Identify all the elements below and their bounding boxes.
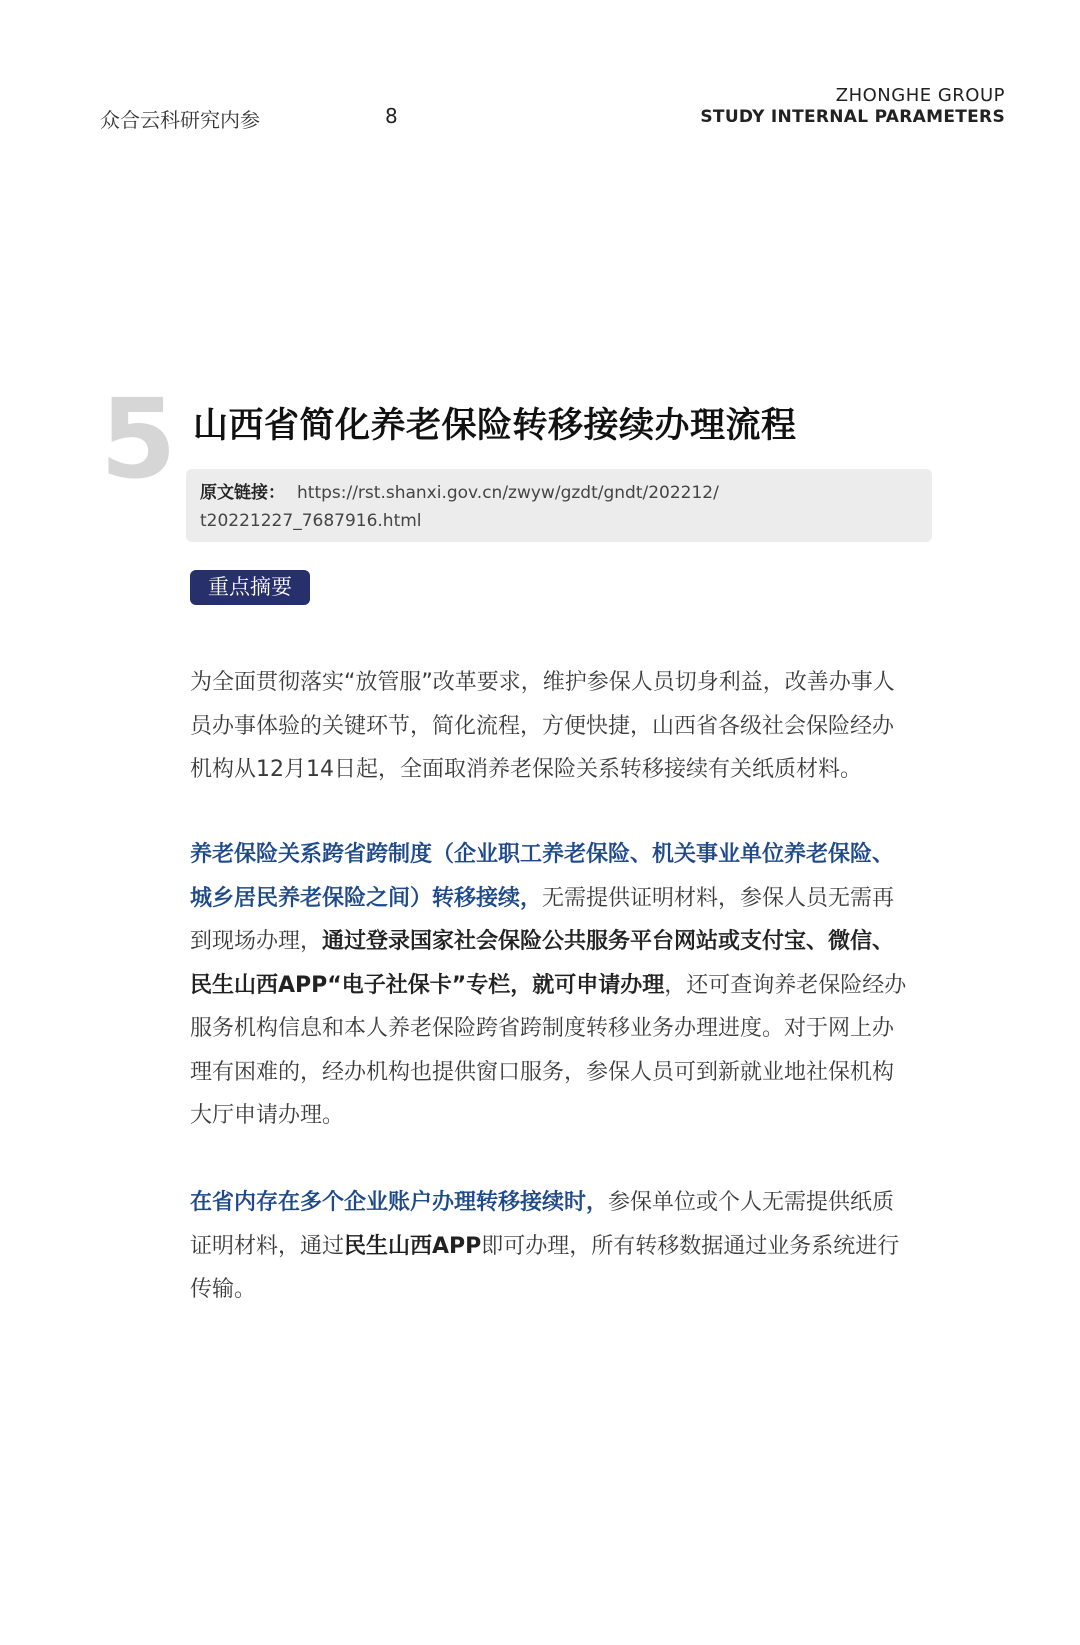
p2-highlight-2: 城乡居民养老保险之间）转移接续， (190, 885, 543, 911)
paragraph-intro (190, 661, 960, 792)
p2-text-4: ，还可查询养老保险经办 (664, 972, 907, 998)
p3-line-3: 传输。 (190, 1277, 257, 1302)
p2-highlight-1: 养老保险关系跨省跨制度（企业职工养老保险、机关事业单位养老保险、 (190, 842, 895, 867)
source-link-box (186, 469, 932, 542)
p2-line-5: 服务机构信息和本人养老保险跨省跨制度转移业务办理进度。对于网上办 (190, 1016, 895, 1041)
brand-block (700, 85, 1005, 127)
p1-line-2: 员办事体验的关键环节，简化流程，方便快捷，山西省各级社会保险经办 (190, 713, 895, 739)
summary-tag: 重点摘要 (190, 570, 310, 605)
brand-line-1: ZHONGHE GROUP (835, 85, 1005, 106)
source-url-part-1[interactable]: https://rst.shanxi.gov.cn/zwyw/gzdt/gndt/202212/ (297, 483, 719, 503)
p2-line-6: 理有困难的，经办机构也提供窗口服务，参保人员可到新就业地社保机构 (190, 1059, 895, 1085)
p1-line-1: 为全面贯彻落实“放管服”改革要求，维护参保人员切身利益，改善办事人 (190, 670, 895, 695)
p3-text-1: 参保单位或个人无需提供纸质 (608, 1190, 895, 1215)
page-number: 8 (385, 104, 398, 128)
p2-bold-3: 通过登录国家社会保险公共服务平台网站或支付宝、微信、 (322, 929, 895, 954)
brand-line-2: STUDY INTERNAL PARAMETERS (700, 106, 1005, 127)
p2-text-3: 到现场办理， (190, 929, 323, 954)
p1-line-3: 机构从12月14日起，全面取消养老保险关系转移接续有关纸质材料。 (190, 757, 862, 782)
p3-bold-2: 民生山西APP (344, 1233, 482, 1259)
p3-text-2a: 证明材料，通过 (190, 1233, 345, 1259)
p3-highlight-1: 在省内存在多个企业账户办理转移接续时， (190, 1190, 609, 1215)
p2-text-2: 无需提供证明材料，参保人员无需再 (542, 885, 895, 911)
paragraph-in-province (190, 1181, 960, 1312)
source-line-1 (200, 479, 918, 507)
p3-text-2b: 即可办理，所有转移数据通过业务系统进行 (481, 1233, 900, 1259)
section-number: 5 (100, 375, 177, 503)
publication-name: 众合云科研究内参 (100, 108, 260, 132)
section-title: 山西省简化养老保险转移接续办理流程 (193, 406, 797, 446)
paragraph-cross-province (190, 833, 960, 1138)
source-label: 原文链接： (200, 483, 285, 503)
source-url-part-2[interactable]: t20221227_7687916.html (200, 511, 422, 531)
p2-bold-4: 民生山西APP“电子社保卡”专栏，就可申请办理 (190, 972, 665, 998)
p2-line-7: 大厅申请办理。 (190, 1103, 345, 1128)
